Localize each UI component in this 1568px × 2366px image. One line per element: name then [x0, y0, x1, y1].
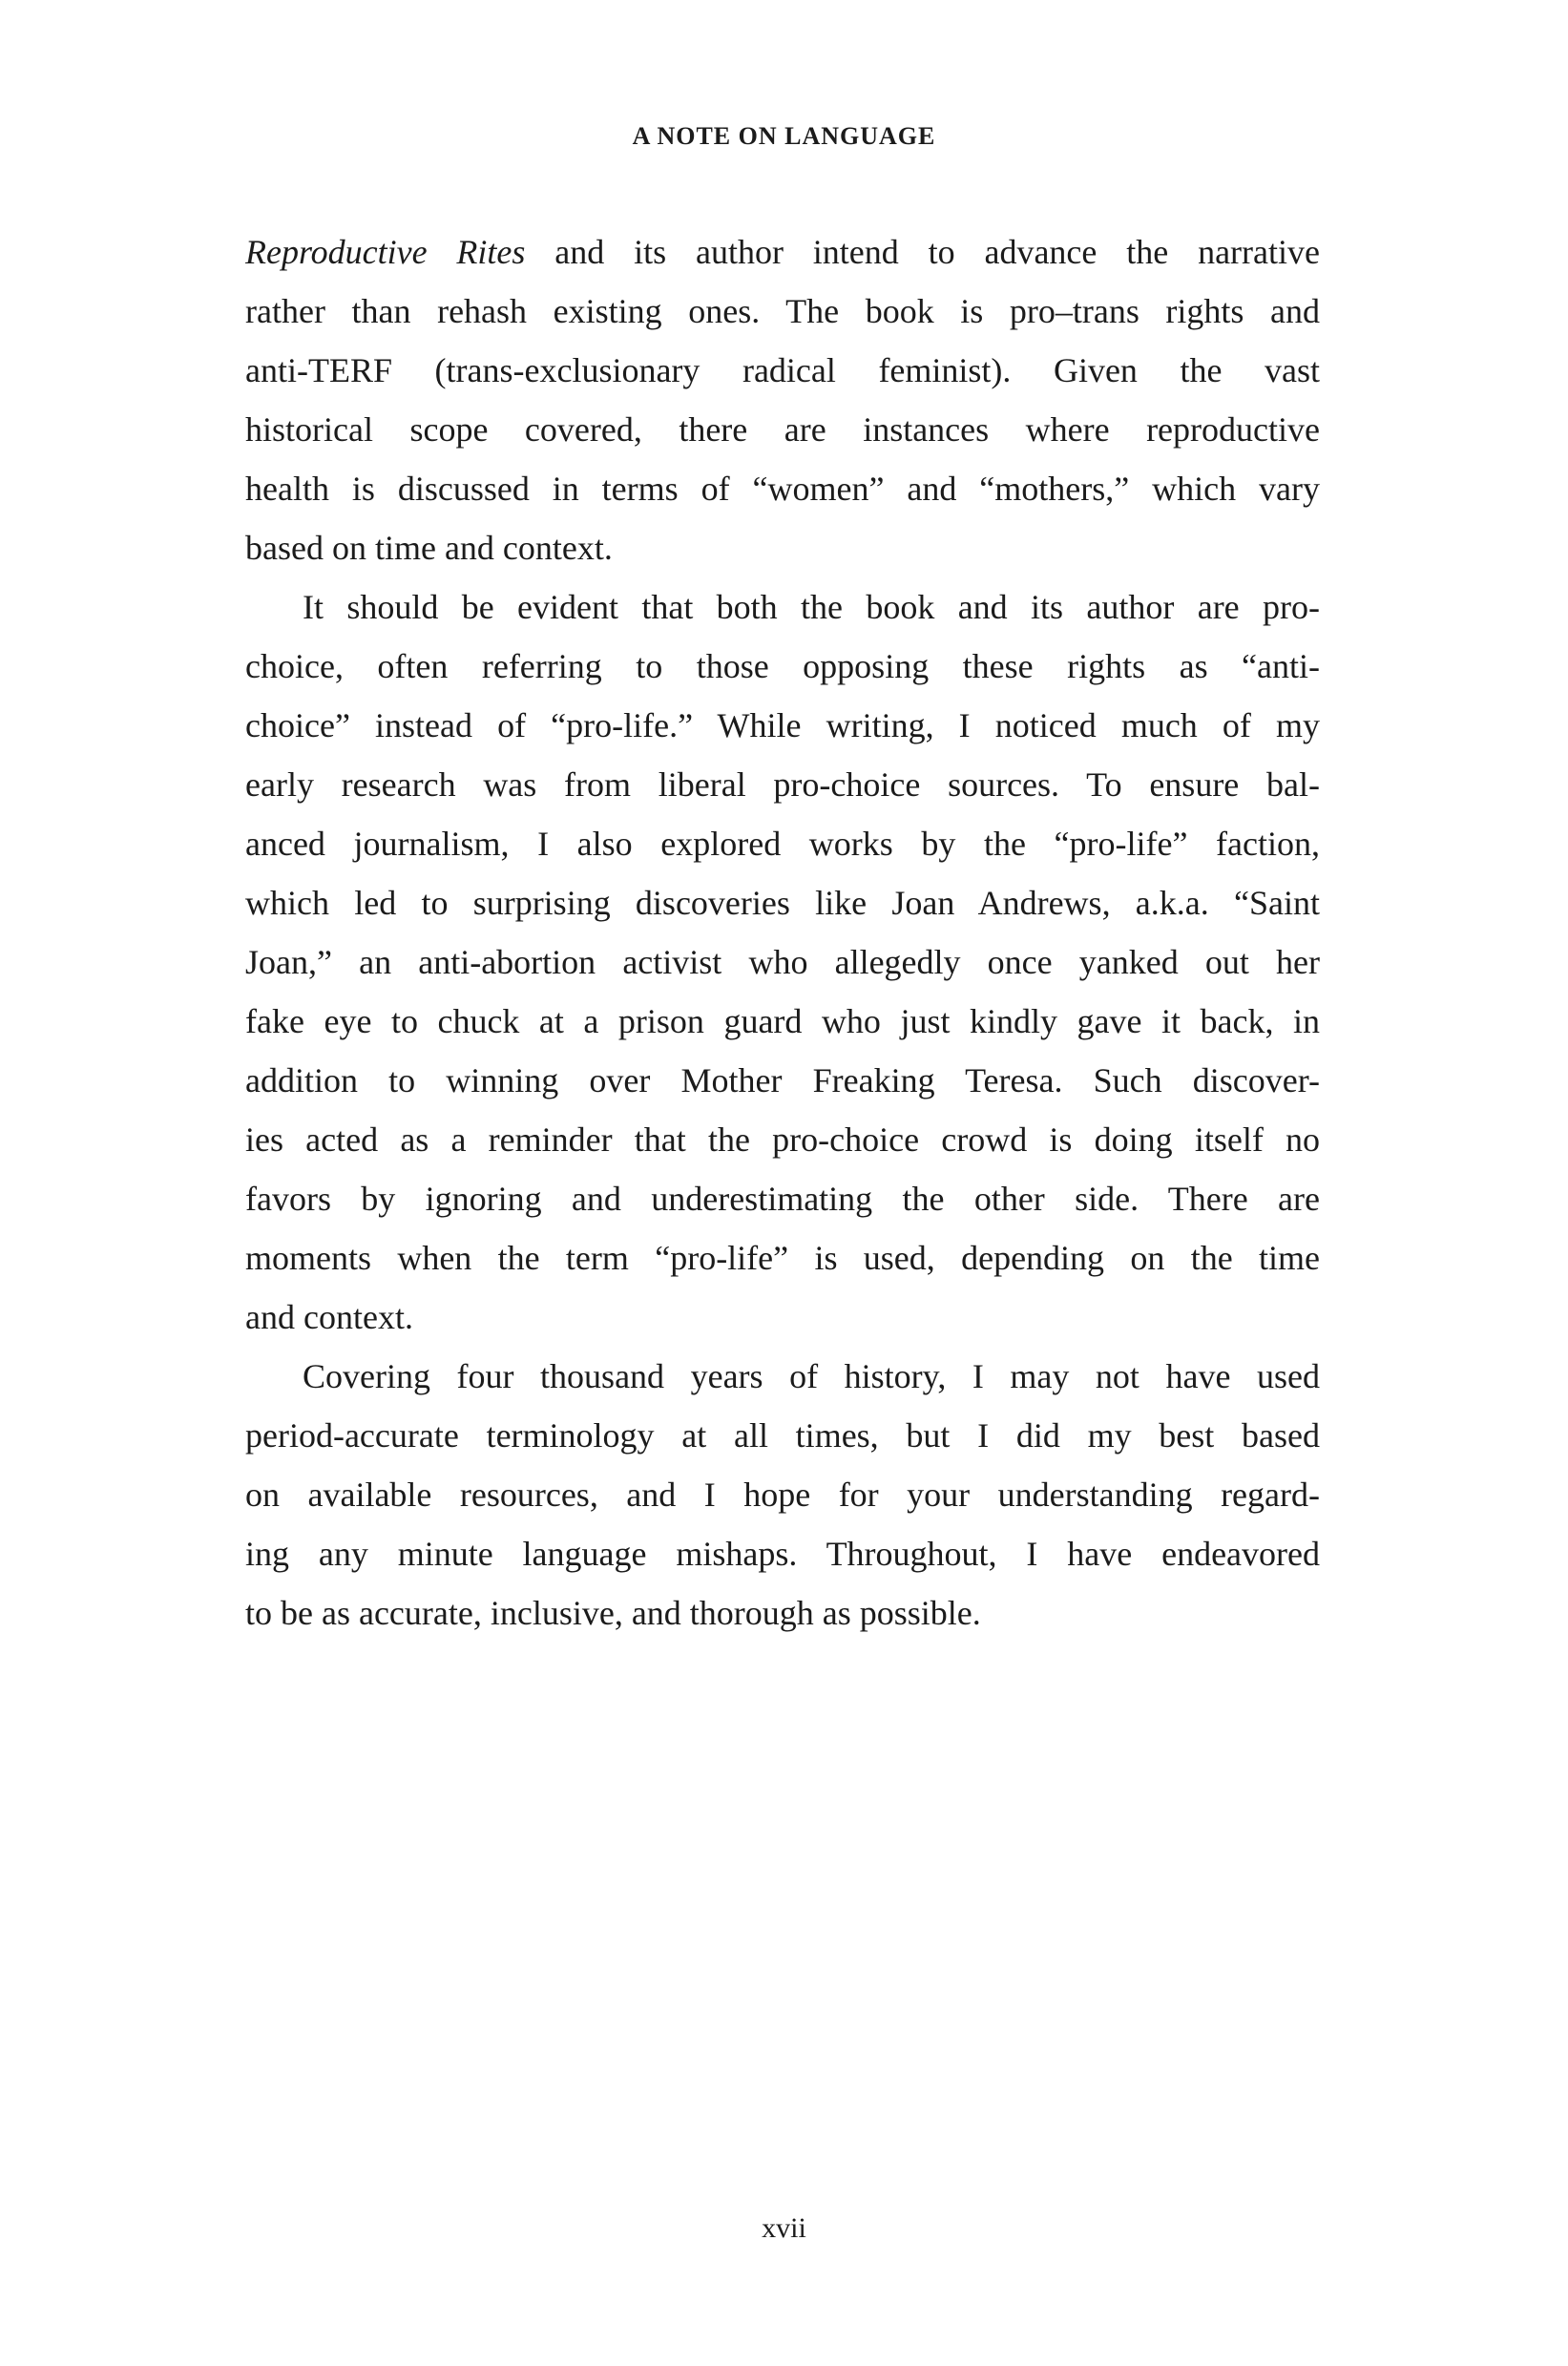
- paragraph: [245, 1347, 1320, 1643]
- text-line: historical scope covered, there are instances where reproductive: [245, 410, 1320, 449]
- paragraph: [245, 222, 1320, 577]
- page-number: xvii: [762, 2212, 806, 2244]
- text-line: Joan,” an anti-abortion activist who allegedly once yanked out her: [245, 943, 1320, 981]
- text-line: early research was from liberal pro-choice sources. To ensure bal-: [245, 765, 1320, 804]
- text-line: [245, 222, 1320, 282]
- text-line: addition to winning over Mother Freaking Teresa. Such discover-: [245, 1061, 1320, 1099]
- text-line: health is discussed in terms of “women” and “mothers,” which vary: [245, 470, 1320, 508]
- text-line: and context.: [245, 1298, 413, 1336]
- text-line: favors by ignoring and underestimating the other side. There are: [245, 1180, 1320, 1218]
- running-header: A NOTE ON LANGUAGE: [632, 122, 936, 150]
- text-line: choice” instead of “pro-life.” While writing, I noticed much of my: [245, 706, 1320, 744]
- book-title-italic: Reproductive Rites: [245, 233, 526, 271]
- text-line: to be as accurate, inclusive, and thorough as possible.: [245, 1594, 981, 1632]
- text-line: choice, often referring to those opposing these rights as “anti-: [245, 647, 1320, 685]
- body-text: [245, 222, 1320, 1643]
- text-line: anced journalism, I also explored works by the “pro-life” faction,: [245, 825, 1320, 863]
- text-line: anti-TERF (trans-exclusionary radical feminist). Given the vast: [245, 351, 1320, 389]
- text-line: fake eye to chuck at a prison guard who just kindly gave it back, in: [245, 1002, 1320, 1040]
- text-line: based on time and context.: [245, 529, 613, 567]
- text-line: It should be evident that both the book and its author are pro-: [303, 588, 1320, 626]
- text-line: rather than rehash existing ones. The book is pro–trans rights and: [245, 292, 1320, 330]
- text-line: ies acted as a reminder that the pro-choice crowd is doing itself no: [245, 1120, 1320, 1159]
- text-segment: and its author intend to advance the narrative: [525, 233, 1320, 271]
- text-line: period-accurate terminology at all times, but I did my best based: [245, 1416, 1320, 1455]
- text-line: Covering four thousand years of history, I may not have used: [303, 1357, 1320, 1395]
- text-line: which led to surprising discoveries like Joan Andrews, a.k.a. “Saint: [245, 884, 1320, 922]
- paragraph: [245, 577, 1320, 1347]
- text-line: on available resources, and I hope for your understanding regard-: [245, 1476, 1320, 1514]
- text-line: moments when the term “pro-life” is used, depending on the time: [245, 1239, 1320, 1277]
- text-line: ing any minute language mishaps. Throughout, I have endeavored: [245, 1535, 1320, 1573]
